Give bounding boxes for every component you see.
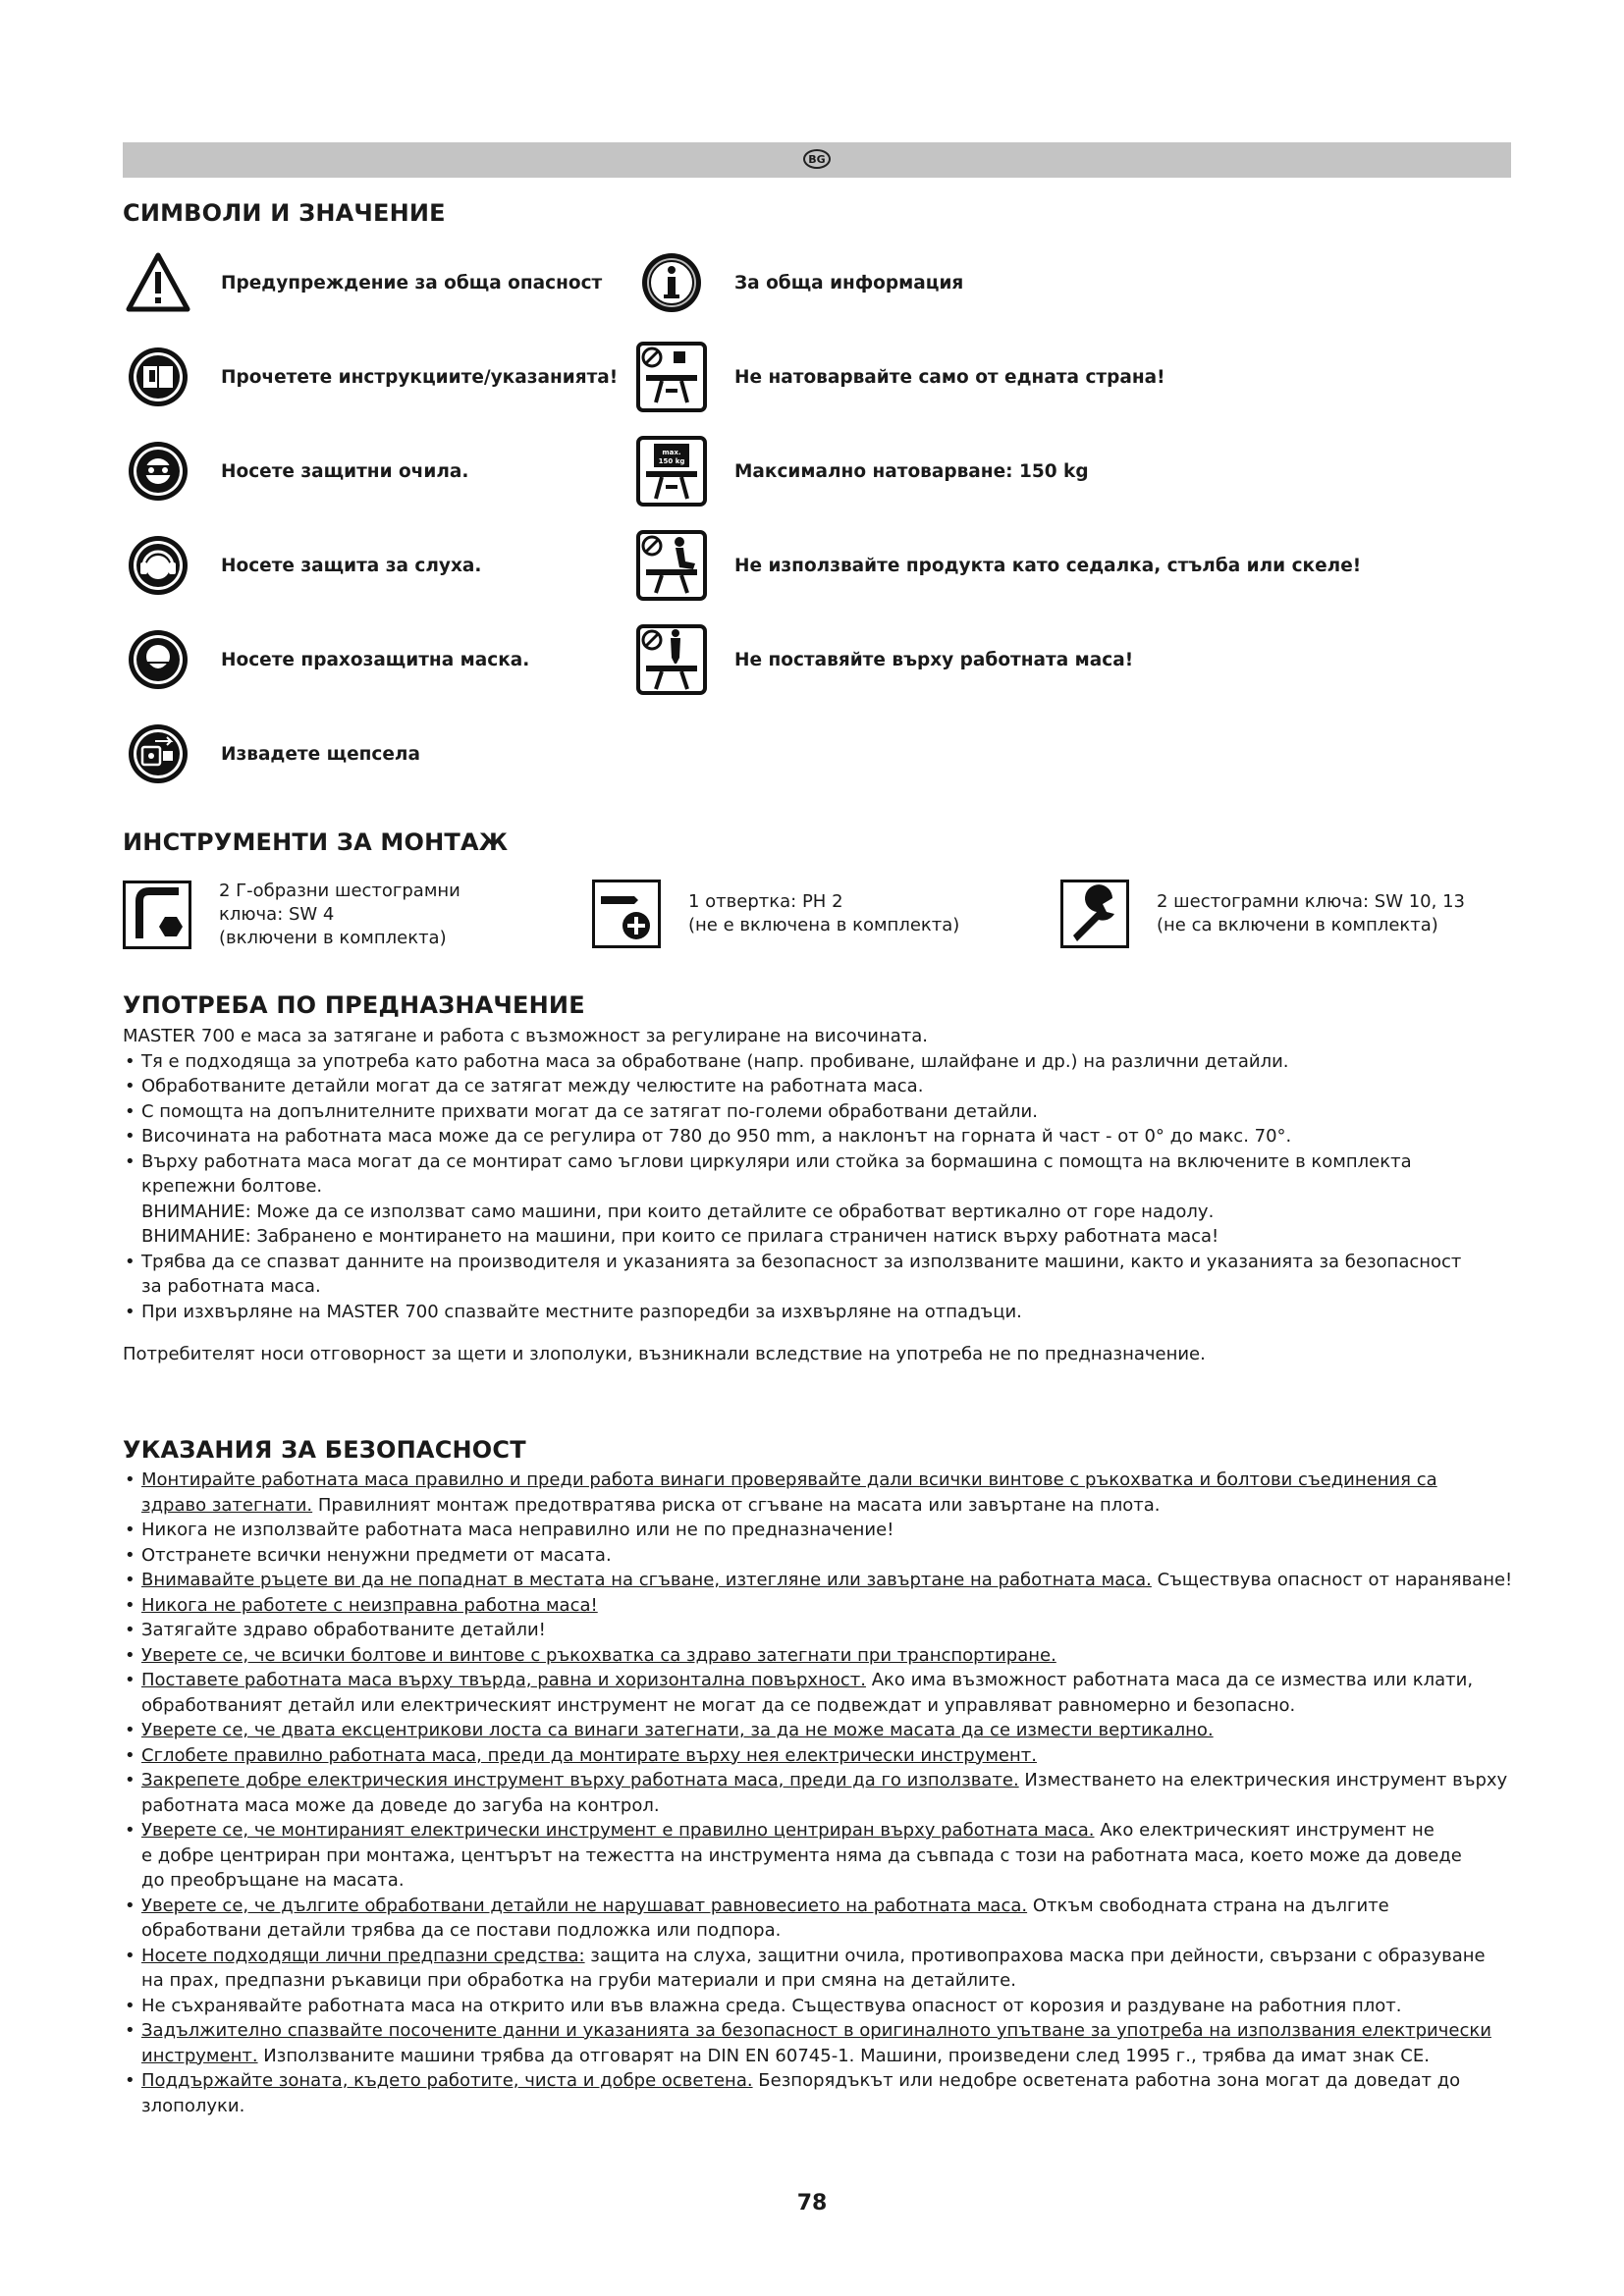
warning-triangle-icon bbox=[123, 247, 193, 318]
text-span: Правилният монтаж предотвратява риска от сгъване на масата или завъртане на плота. bbox=[312, 1494, 1161, 1516]
tool-screwdriver bbox=[592, 880, 959, 948]
text-span: Уверете се, че всички болтове и винтове с ръкохватка са здраво затегнати при транспортиране. bbox=[141, 1644, 1056, 1666]
text-span: Носете подходящи лични предпазни средства: bbox=[141, 1945, 585, 1966]
symbol-no-sitting bbox=[636, 530, 1361, 601]
symbol-goggles bbox=[123, 436, 468, 507]
tool-wrench bbox=[1060, 880, 1465, 948]
text-span: Закрепете добре електрическия инструмент върху работната маса, преди да го използвате. bbox=[141, 1770, 1019, 1790]
max-load-icon bbox=[636, 436, 707, 507]
tool-text-line: ключа: SW 4 bbox=[219, 904, 335, 925]
usage-intro: MASTER 700 е маса за затягане и работа с възможност за регулиране на височината. bbox=[123, 1026, 928, 1046]
text-line: • Трябва да се спазват данните на производителя и указанията за безопасност за използваните машини, както и указанията за безопасност bbox=[141, 1251, 1462, 1272]
text-span: Поддържайте зоната, където работите, чиста и добре осветена. bbox=[141, 2070, 753, 2091]
safety-section bbox=[123, 1468, 1517, 2118]
symbol-dust-mask bbox=[123, 624, 529, 695]
text-line: за работната маса. bbox=[141, 1276, 321, 1297]
text-span: Никога не работете с неизправна работна маса! bbox=[141, 1594, 598, 1616]
hex-key-icon bbox=[123, 881, 191, 949]
symbol-info bbox=[636, 247, 963, 318]
usage-bullet: • С помощта на допълнителните прихвати могат да се затягат по-големи обработвани детайли. bbox=[123, 1099, 1517, 1125]
hearing-protection-icon bbox=[123, 530, 193, 601]
safety-bullet bbox=[123, 1894, 1517, 1944]
text-span: инструмент. bbox=[141, 2045, 258, 2066]
symbol-label: Не поставяйте върху работната маса! bbox=[734, 649, 1134, 670]
symbol-one-side-load bbox=[636, 342, 1165, 412]
dust-mask-icon bbox=[123, 624, 193, 695]
usage-bullet: • Височината на работната маса може да се регулира от 780 до 950 mm, а наклонът на горната й част - от 0° до макс. 70°. bbox=[123, 1124, 1517, 1149]
text-span: Уверете се, че двата ексцентрикови лоста са винаги затегнати, за да не може масата да се измести вертикално. bbox=[141, 1720, 1214, 1740]
text-line: крепежни болтове. bbox=[141, 1176, 323, 1197]
safety-bullet bbox=[123, 2018, 1517, 2068]
tool-text-line: (не са включени в комплекта) bbox=[1157, 915, 1438, 935]
symbol-read-instructions bbox=[123, 342, 618, 412]
safety-bullet bbox=[123, 1818, 1517, 1894]
symbol-hearing bbox=[123, 530, 481, 601]
unplug-icon bbox=[123, 719, 193, 789]
header-bar bbox=[123, 142, 1511, 178]
symbols-heading: СИМВОЛИ И ЗНАЧЕНИЕ bbox=[123, 199, 446, 227]
text-line: работната маса може да доведе до загуба на контрол. bbox=[141, 1794, 660, 1816]
usage-bullet bbox=[123, 1149, 1517, 1250]
safety-bullet bbox=[123, 2068, 1517, 2118]
symbol-label: Носете защитни очила. bbox=[221, 460, 469, 482]
warning-line: ВНИМАНИЕ: Може да се използват само машини, при които детайлите се обработват вертикално от горе надолу. bbox=[141, 1201, 1215, 1222]
tool-hex-key bbox=[123, 880, 460, 950]
safety-bullet bbox=[123, 1593, 1517, 1619]
safety-bullet bbox=[123, 1643, 1517, 1669]
usage-bullet: • При изхвърляне на MASTER 700 спазвайте местните разпоредби за изхвърляне на отпадъци. bbox=[123, 1300, 1517, 1325]
symbol-label: Предупреждение за обща опасност bbox=[221, 272, 603, 294]
tools-heading: ИНСТРУМЕНТИ ЗА МОНТАЖ bbox=[123, 828, 509, 856]
text-span: Използваните машини трябва да отговарят на DIN EN 60745-1. Машини, произведени след 1995 г., трябва да имат знак CE. bbox=[257, 2045, 1430, 2066]
text-span: защита на слуха, защитни очила, противопрахова маска при дейности, свързани с образуване bbox=[584, 1945, 1486, 1966]
usage-section bbox=[123, 1024, 1517, 1367]
usage-note: Потребителят носи отговорност за щети и злополуки, възникнали вследствие на употреба не по предназначение. bbox=[123, 1344, 1206, 1364]
page-number: 78 bbox=[796, 2191, 828, 2216]
wrench-icon bbox=[1060, 880, 1129, 948]
safety-heading: УКАЗАНИЯ ЗА БЕЗОПАСНОСТ bbox=[123, 1436, 526, 1464]
text-span: Уверете се, че монтираният електрически инструмент е правилно центриран върху работната маса. bbox=[141, 1820, 1095, 1841]
text-span: Ако има възможност работната маса да се измества или клати, bbox=[865, 1670, 1474, 1690]
tool-text-line: 2 шестограмни ключа: SW 10, 13 bbox=[1157, 891, 1465, 912]
symbol-label: Извадете щепсела bbox=[221, 743, 420, 765]
info-icon bbox=[636, 247, 707, 318]
usage-bullet bbox=[123, 1250, 1517, 1300]
text-line: до преобръщане на масата. bbox=[141, 1870, 405, 1891]
tool-text-line: (не е включена в комплекта) bbox=[688, 915, 960, 935]
symbol-label: Прочетете инструкциите/указанията! bbox=[221, 366, 619, 388]
text-span: Ако електрическият инструмент не bbox=[1094, 1820, 1435, 1841]
safety-bullet: • Отстранете всички ненужни предмети от масата. bbox=[123, 1543, 1517, 1569]
text-span: Изместването на електрическия инструмент върху bbox=[1018, 1770, 1508, 1790]
safety-bullet bbox=[123, 1668, 1517, 1718]
text-span: Уверете се, че дългите обработвани детайли не нарушават равновесието на работната маса. bbox=[141, 1895, 1028, 1916]
symbol-general-danger bbox=[123, 247, 602, 318]
usage-bullet: • Обработваните детайли могат да се затягат между челюстите на работната маса. bbox=[123, 1074, 1517, 1099]
text-line: е добре центриран при монтажа, центърът на тежестта на инструмента няма да съвпада с този на работната маса, което може да доведе bbox=[141, 1844, 1462, 1866]
text-span: Съществува опасност от нараняване! bbox=[1151, 1570, 1513, 1590]
warning-line: ВНИМАНИЕ: Забранено е монтирането на машини, при които се прилага страничен натиск върху работната маса! bbox=[141, 1226, 1219, 1247]
symbol-max-load bbox=[636, 436, 1089, 507]
symbol-label: Носете прахозащитна маска. bbox=[221, 649, 530, 670]
text-span: Внимавайте ръцете ви да не попаднат в местата на сгъване, изтегляне или завъртане на работната маса. bbox=[141, 1570, 1152, 1590]
text-line: • Задължително спазвайте посочените данни и указанията за безопасност в оригиналното упътване за употреба на използвания електрически bbox=[141, 2020, 1491, 2041]
text-line: обработваният детайл или електрическият инструмент не могат да се подвеждат и управляват равномерно и безопасно. bbox=[141, 1694, 1296, 1716]
usage-bullet: • Тя е подходяща за употреба като работна маса за обработване (напр. пробиване, шлайфане и др.) на различни детайли. bbox=[123, 1049, 1517, 1075]
text-line: • Монтирайте работната маса правилно и преди работа винаги проверявайте дали всички винтове с ръкохватка и болтови съединения са bbox=[141, 1469, 1437, 1490]
text-span: здраво затегнати. bbox=[141, 1494, 313, 1516]
text-line: обработвани детайли трябва да се постави подложка или подпора. bbox=[141, 1920, 782, 1941]
symbol-label: Носете защита за слуха. bbox=[221, 555, 482, 576]
safety-bullet: • Не съхранявайте работната маса на открито или във влажна среда. Съществува опасност от корозия и раздуване на работния плот. bbox=[123, 1994, 1517, 2019]
tool-text-line: 2 Г-образни шестограмни bbox=[219, 881, 460, 901]
text-line: на прах, предпазни ръкавици при обработка на груби материали и при смяна на детайлите. bbox=[141, 1970, 1016, 1991]
safety-bullet: • Затягайте здраво обработваните детайли! bbox=[123, 1618, 1517, 1643]
text-line: • Върху работната маса могат да се монтират само ъглови циркуляри или стойка за бормашина с помощта на включените в комплекта bbox=[141, 1150, 1412, 1172]
safety-bullet bbox=[123, 1468, 1517, 1518]
svg-text:max.: max. bbox=[662, 449, 681, 456]
no-sitting-icon bbox=[636, 530, 707, 601]
symbol-label: Максимално натоварване: 150 kg bbox=[734, 460, 1089, 482]
safety-bullet bbox=[123, 1568, 1517, 1593]
symbol-label: За обща информация bbox=[734, 272, 964, 294]
tool-text-line: 1 отвертка: PH 2 bbox=[688, 891, 843, 912]
usage-heading: УПОТРЕБА ПО ПРЕДНАЗНАЧЕНИЕ bbox=[123, 991, 585, 1019]
screwdriver-icon bbox=[592, 880, 661, 948]
safety-goggles-icon bbox=[123, 436, 193, 507]
no-standing-icon bbox=[636, 624, 707, 695]
symbol-no-standing bbox=[636, 624, 1133, 695]
symbol-unplug bbox=[123, 719, 420, 789]
safety-bullet bbox=[123, 1768, 1517, 1818]
no-one-side-load-icon bbox=[636, 342, 707, 412]
safety-bullet bbox=[123, 1718, 1517, 1743]
text-span: Безпорядъкът или недобре осветената работна зона могат да доведат до bbox=[752, 2070, 1461, 2091]
text-span: Сглобете правилно работната маса, преди да монтирате върху нея електрически инструмент. bbox=[141, 1744, 1037, 1766]
text-span: Откъм свободната страна на дългите bbox=[1027, 1895, 1389, 1916]
svg-text:150 kg: 150 kg bbox=[658, 457, 685, 465]
text-line: злополуки. bbox=[141, 2095, 245, 2116]
safety-bullet bbox=[123, 1944, 1517, 1994]
symbol-label: Не използвайте продукта като седалка, стълба или скеле! bbox=[734, 555, 1362, 576]
language-badge: BG bbox=[803, 149, 831, 169]
read-instructions-icon bbox=[123, 342, 193, 412]
tool-text-line: (включени в комплекта) bbox=[219, 928, 447, 948]
symbol-label: Не натоварвайте само от едната страна! bbox=[734, 366, 1165, 388]
safety-bullet bbox=[123, 1743, 1517, 1769]
text-span: Поставете работната маса върху твърда, равна и хоризонтална повърхност. bbox=[141, 1670, 866, 1690]
safety-bullet: • Никога не използвайте работната маса неправилно или не по предназначение! bbox=[123, 1518, 1517, 1543]
